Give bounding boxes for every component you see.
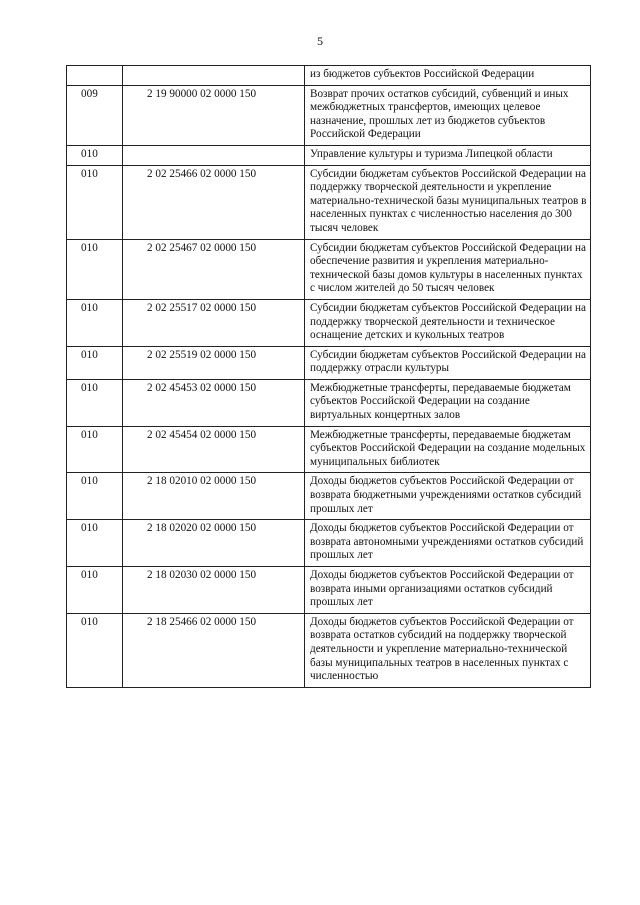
admin-code-cell: 010 bbox=[67, 426, 123, 473]
table-row bbox=[67, 66, 591, 86]
budget-classification-code-cell: 2 18 02020 02 0000 150 bbox=[123, 520, 305, 567]
revenue-name-cell: Управление культуры и туризма Липецкой области bbox=[305, 145, 591, 165]
table-row bbox=[67, 473, 591, 520]
budget-classification-code-cell: 2 18 02030 02 0000 150 bbox=[123, 567, 305, 614]
admin-code-cell bbox=[67, 66, 123, 86]
admin-code-cell: 010 bbox=[67, 299, 123, 346]
revenue-codes-table bbox=[66, 65, 591, 688]
admin-code-cell: 010 bbox=[67, 346, 123, 379]
admin-code-cell: 010 bbox=[67, 567, 123, 614]
budget-classification-code-cell: 2 02 45454 02 0000 150 bbox=[123, 426, 305, 473]
table-row bbox=[67, 379, 591, 426]
revenue-name-cell: из бюджетов субъектов Российской Федерации bbox=[305, 66, 591, 86]
table-body bbox=[67, 66, 591, 688]
budget-classification-code-cell: 2 18 25466 02 0000 150 bbox=[123, 613, 305, 687]
admin-code-cell: 010 bbox=[67, 473, 123, 520]
budget-classification-code-cell: 2 02 45453 02 0000 150 bbox=[123, 379, 305, 426]
table-row bbox=[67, 567, 591, 614]
revenue-name-cell: Доходы бюджетов субъектов Российской Федерации от возврата иными организациями остатков субсидий прошлых лет bbox=[305, 567, 591, 614]
revenue-name-cell: Возврат прочих остатков субсидий, субвенций и иных межбюджетных трансфертов, имеющих целевое назначение, прошлых лет из бюджетов субъектов Российской Федерации bbox=[305, 85, 591, 145]
budget-classification-code-cell: 2 02 25519 02 0000 150 bbox=[123, 346, 305, 379]
table-row bbox=[67, 239, 591, 299]
admin-code-cell: 010 bbox=[67, 145, 123, 165]
revenue-name-cell: Субсидии бюджетам субъектов Российской Федерации на поддержку творческой деятельности и техническое оснащение детских и кукольных театров bbox=[305, 299, 591, 346]
revenue-name-cell: Межбюджетные трансферты, передаваемые бюджетам субъектов Российской Федерации на создание виртуальных концертных залов bbox=[305, 379, 591, 426]
budget-classification-code-cell: 2 19 90000 02 0000 150 bbox=[123, 85, 305, 145]
revenue-name-cell: Межбюджетные трансферты, передаваемые бюджетам субъектов Российской Федерации на создание модельных муниципальных библиотек bbox=[305, 426, 591, 473]
budget-classification-code-cell: 2 02 25466 02 0000 150 bbox=[123, 165, 305, 239]
table-row bbox=[67, 613, 591, 687]
table-row bbox=[67, 85, 591, 145]
admin-code-cell: 010 bbox=[67, 165, 123, 239]
admin-code-cell: 009 bbox=[67, 85, 123, 145]
admin-code-cell: 010 bbox=[67, 379, 123, 426]
page-number: 5 bbox=[317, 34, 323, 48]
admin-code-cell: 010 bbox=[67, 613, 123, 687]
admin-code-cell: 010 bbox=[67, 520, 123, 567]
revenue-name-cell: Доходы бюджетов субъектов Российской Федерации от возврата бюджетными учреждениями остатков субсидий прошлых лет bbox=[305, 473, 591, 520]
budget-classification-code-cell bbox=[123, 145, 305, 165]
table-row bbox=[67, 299, 591, 346]
table-row bbox=[67, 346, 591, 379]
revenue-name-cell: Доходы бюджетов субъектов Российской Федерации от возврата автономными учреждениями остатков субсидий прошлых лет bbox=[305, 520, 591, 567]
admin-code-cell: 010 bbox=[67, 239, 123, 299]
table-row bbox=[67, 426, 591, 473]
budget-classification-code-cell: 2 18 02010 02 0000 150 bbox=[123, 473, 305, 520]
revenue-name-cell: Субсидии бюджетам субъектов Российской Федерации на обеспечение развития и укрепления материально-технической базы домов культуры в населенных пунктах с числом жителей до 50 тысяч человек bbox=[305, 239, 591, 299]
budget-classification-code-cell: 2 02 25517 02 0000 150 bbox=[123, 299, 305, 346]
table-row bbox=[67, 520, 591, 567]
table-row bbox=[67, 165, 591, 239]
budget-classification-code-cell bbox=[123, 66, 305, 86]
revenue-name-cell: Субсидии бюджетам субъектов Российской Федерации на поддержку творческой деятельности и укрепление материально-технической базы муниципальных театров в населенных пунктах с численностью населения до 300 тысяч человек bbox=[305, 165, 591, 239]
budget-classification-code-cell: 2 02 25467 02 0000 150 bbox=[123, 239, 305, 299]
revenue-name-cell: Доходы бюджетов субъектов Российской Федерации от возврата остатков субсидий на поддержку творческой деятельности и укрепление материально-технической базы муниципальных театров в населенных пунктах с численностью bbox=[305, 613, 591, 687]
revenue-name-cell: Субсидии бюджетам субъектов Российской Федерации на поддержку отрасли культуры bbox=[305, 346, 591, 379]
table-row bbox=[67, 145, 591, 165]
